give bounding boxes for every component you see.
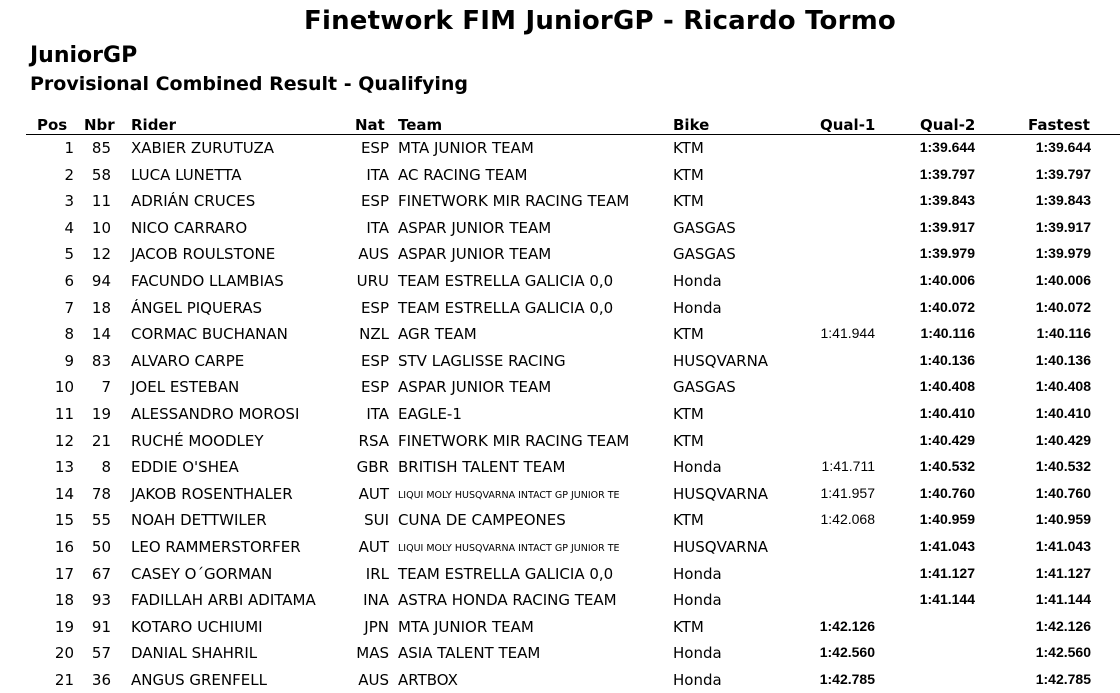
qual-2-time-cell: 1:41.043 [919,537,975,554]
table-row [0,162,1120,189]
position-cell: 6 [64,271,74,290]
bike-cell: Honda [673,298,722,317]
team-cell: FINETWORK MIR RACING TEAM [398,431,630,450]
fastest-time-cell: 1:41.127 [1035,564,1091,581]
nationality-cell: AUS [358,670,389,689]
position-cell: 12 [54,431,74,450]
position-cell: 5 [64,245,74,264]
table-row [0,454,1120,481]
number-cell: 67 [91,564,111,583]
nationality-cell: ESP [360,351,389,370]
position-cell: 4 [64,218,74,237]
bike-cell: Honda [673,458,722,477]
fastest-time-cell: 1:40.760 [1035,484,1091,501]
number-cell: 94 [91,271,111,290]
session-title: Provisional Combined Result - Qualifying [30,73,469,95]
table-row [0,401,1120,428]
table-row [0,188,1120,215]
table-row [0,321,1120,348]
qual-2-time-cell: 1:39.917 [919,218,975,235]
fastest-time-cell: 1:39.917 [1035,218,1091,235]
fastest-time-cell: 1:41.043 [1035,537,1091,554]
qual-2-time-cell: 1:40.532 [919,458,975,475]
qual-2-time-cell: 1:39.979 [919,245,975,262]
nationality-cell: ESP [360,139,389,157]
team-cell: AGR TEAM [398,325,477,344]
position-cell: 17 [54,564,74,583]
bike-cell: KTM [673,404,704,423]
bike-cell: KTM [673,617,704,636]
nationality-cell: NZL [359,325,389,344]
nationality-cell: JPN [364,617,389,636]
position-cell: 11 [54,404,74,423]
number-cell: 58 [91,165,111,184]
qual-2-time-cell: 1:39.843 [919,192,975,209]
position-cell: 15 [54,511,74,530]
bike-cell: HUSQVARNA [673,537,769,556]
rider-cell: ALESSANDRO MOROSI [131,404,300,423]
nationality-cell: URU [356,271,389,290]
fastest-time-cell: 1:39.644 [1035,139,1091,155]
nationality-cell: AUS [358,245,389,264]
qual-2-time-cell: 1:40.760 [919,484,975,501]
rider-cell: JACOB ROULSTONE [131,245,276,264]
fastest-time-cell: 1:39.979 [1035,245,1091,262]
position-cell: 14 [54,484,74,503]
rider-cell: ANGUS GRENFELL [131,670,267,689]
number-cell: 12 [91,245,111,264]
team-cell: FINETWORK MIR RACING TEAM [398,192,630,211]
bike-cell: KTM [673,192,704,211]
nationality-cell: ITA [366,404,389,423]
bike-cell: Honda [673,670,722,689]
rider-cell: LEO RAMMERSTORFER [131,537,301,556]
table-row [0,587,1120,614]
team-cell: ASPAR JUNIOR TEAM [398,218,552,237]
rider-cell: KOTARO UCHIUMI [131,617,263,636]
number-cell: 36 [91,670,111,689]
rider-cell: ALVARO CARPE [131,351,245,370]
fastest-time-cell: 1:40.959 [1035,511,1091,528]
qual-1-time-cell: 1:41.944 [820,325,875,342]
qual-1-time-cell: 1:42.068 [820,511,875,528]
qual-2-time-cell: 1:39.797 [919,165,975,182]
team-cell: ASPAR JUNIOR TEAM [398,245,552,264]
number-cell: 7 [101,378,111,397]
bike-cell: HUSQVARNA [673,351,769,370]
fastest-time-cell: 1:40.410 [1035,404,1091,421]
qual-1-time-cell: 1:42.126 [819,617,875,634]
rider-cell: EDDIE O'SHEA [131,458,239,477]
number-cell: 91 [91,617,111,636]
header-nat: Nat [355,116,385,134]
team-cell: CUNA DE CAMPEONES [398,511,566,530]
bike-cell: Honda [673,591,722,610]
fastest-time-cell: 1:39.797 [1035,165,1091,182]
fastest-time-cell: 1:40.072 [1035,298,1091,315]
fastest-time-cell: 1:42.560 [1035,644,1091,661]
team-cell: ASIA TALENT TEAM [398,644,541,663]
team-cell: ASTRA HONDA RACING TEAM [398,591,617,610]
table-row [0,561,1120,588]
rider-cell: LUCA LUNETTA [131,165,242,184]
header-qual-2: Qual-2 [920,116,976,134]
rider-cell: ÁNGEL PIQUERAS [131,298,263,317]
nationality-cell: ESP [360,378,389,397]
qual-1-time-cell: 1:41.711 [821,458,875,475]
fastest-time-cell: 1:40.408 [1035,378,1091,395]
team-cell: STV LAGLISSE RACING [398,351,566,370]
category-title: JuniorGP [30,43,138,68]
fastest-time-cell: 1:40.429 [1035,431,1091,448]
position-cell: 18 [54,591,74,610]
position-cell: 1 [64,139,74,157]
team-cell: AC RACING TEAM [398,165,528,184]
bike-cell: Honda [673,644,722,663]
table-row [0,268,1120,295]
qual-2-time-cell: 1:40.959 [919,511,975,528]
table-row [0,667,1120,693]
number-cell: 57 [91,644,111,663]
position-cell: 10 [54,378,74,397]
header-fastest: Fastest [1028,116,1090,134]
qual-1-time-cell: 1:42.560 [819,644,875,661]
position-cell: 2 [64,165,74,184]
nationality-cell: IRL [365,564,389,583]
team-cell: TEAM ESTRELLA GALICIA 0,0 [398,271,614,290]
bike-cell: Honda [673,271,722,290]
position-cell: 13 [54,458,74,477]
nationality-cell: ITA [366,218,389,237]
fastest-time-cell: 1:39.843 [1035,192,1091,209]
fastest-time-cell: 1:40.136 [1035,351,1091,368]
bike-cell: GASGAS [673,218,736,237]
qual-1-time-cell: 1:42.785 [819,670,875,687]
bike-cell: HUSQVARNA [673,484,769,503]
bike-cell: Honda [673,564,722,583]
qual-2-time-cell: 1:40.429 [919,431,975,448]
qual-2-time-cell: 1:40.410 [919,404,975,421]
qual-2-time-cell: 1:40.116 [920,325,975,342]
table-row [0,241,1120,268]
rider-cell: NICO CARRARO [131,218,248,237]
position-cell: 20 [54,644,74,663]
qual-2-time-cell: 1:40.006 [919,271,975,288]
rider-cell: CASEY O´GORMAN [131,564,273,583]
qual-2-time-cell: 1:40.072 [919,298,975,315]
nationality-cell: INA [363,591,389,610]
fastest-time-cell: 1:40.116 [1036,325,1091,342]
bike-cell: KTM [673,139,704,157]
nationality-cell: AUT [358,484,389,503]
team-cell: LIQUI MOLY HUSQVARNA INTACT GP JUNIOR TE [398,489,620,501]
bike-cell: KTM [673,325,704,344]
table-row [0,481,1120,508]
table-row [0,507,1120,534]
fastest-time-cell: 1:40.532 [1035,458,1091,475]
nationality-cell: ESP [360,192,389,211]
nationality-cell: ITA [366,165,389,184]
fastest-time-cell: 1:42.785 [1035,670,1091,687]
position-cell: 9 [64,351,74,370]
team-cell: MTA JUNIOR TEAM [398,617,534,636]
nationality-cell: ESP [360,298,389,317]
team-cell: BRITISH TALENT TEAM [398,458,566,477]
qual-2-time-cell: 1:39.644 [919,139,975,155]
rider-cell: JAKOB ROSENTHALER [131,484,293,503]
nationality-cell: GBR [356,458,389,477]
header-nbr: Nbr [84,116,115,134]
position-cell: 16 [54,537,74,556]
bike-cell: GASGAS [673,378,736,397]
table-row [0,374,1120,401]
table-row [0,295,1120,322]
rider-cell: XABIER ZURUTUZA [131,139,274,157]
table-row [0,215,1120,242]
team-cell: MTA JUNIOR TEAM [398,139,534,157]
number-cell: 50 [91,537,111,556]
nationality-cell: SUI [364,511,389,530]
rider-cell: CORMAC BUCHANAN [131,325,288,344]
qual-2-time-cell: 1:41.127 [919,564,975,581]
rider-cell: FACUNDO LLAMBIAS [131,271,284,290]
number-cell: 19 [91,404,111,423]
qual-2-time-cell: 1:40.136 [919,351,975,368]
qual-1-time-cell: 1:41.957 [820,484,875,501]
bike-cell: KTM [673,165,704,184]
number-cell: 83 [91,351,111,370]
position-cell: 7 [64,298,74,317]
number-cell: 85 [91,139,111,157]
number-cell: 8 [101,458,111,477]
rider-cell: NOAH DETTWILER [131,511,267,530]
team-cell: TEAM ESTRELLA GALICIA 0,0 [398,298,614,317]
document-title: Finetwork FIM JuniorGP - Ricardo Tormo [304,6,896,36]
number-cell: 55 [91,511,111,530]
table-row [0,135,1120,162]
bike-cell: KTM [673,511,704,530]
qual-2-time-cell: 1:40.408 [919,378,975,395]
rider-cell: RUCHÉ MOODLEY [131,431,264,450]
number-cell: 93 [91,591,111,610]
nationality-cell: AUT [358,537,389,556]
bike-cell: KTM [673,431,704,450]
number-cell: 10 [91,218,111,237]
table-row [0,614,1120,641]
header-team: Team [398,116,443,134]
team-cell: EAGLE-1 [398,404,462,423]
fastest-time-cell: 1:42.126 [1035,617,1091,634]
number-cell: 14 [91,325,111,344]
team-cell: ASPAR JUNIOR TEAM [398,378,552,397]
rider-cell: FADILLAH ARBI ADITAMA [131,591,316,610]
rider-cell: DANIAL SHAHRIL [131,644,258,663]
header-qual-1: Qual-1 [820,116,876,134]
team-cell: ARTBOX [398,670,458,689]
number-cell: 18 [91,298,111,317]
nationality-cell: RSA [358,431,389,450]
number-cell: 21 [91,431,111,450]
position-cell: 19 [54,617,74,636]
position-cell: 21 [54,670,74,689]
position-cell: 3 [64,192,74,211]
header-rider: Rider [131,116,176,134]
table-row [0,348,1120,375]
number-cell: 78 [91,484,111,503]
position-cell: 8 [64,325,74,344]
bike-cell: GASGAS [673,245,736,264]
number-cell: 11 [91,192,111,211]
nationality-cell: MAS [356,644,389,663]
team-cell: TEAM ESTRELLA GALICIA 0,0 [398,564,614,583]
qual-2-time-cell: 1:41.144 [919,591,975,608]
fastest-time-cell: 1:41.144 [1035,591,1091,608]
table-row [0,428,1120,455]
header-pos: Pos [37,116,68,134]
rider-cell: JOEL ESTEBAN [131,378,240,397]
results-table [0,135,1120,693]
table-row [0,534,1120,561]
team-cell: LIQUI MOLY HUSQVARNA INTACT GP JUNIOR TE [398,542,620,554]
fastest-time-cell: 1:40.006 [1035,271,1091,288]
table-row [0,640,1120,667]
rider-cell: ADRIÁN CRUCES [131,192,256,211]
header-bike: Bike [673,116,710,134]
